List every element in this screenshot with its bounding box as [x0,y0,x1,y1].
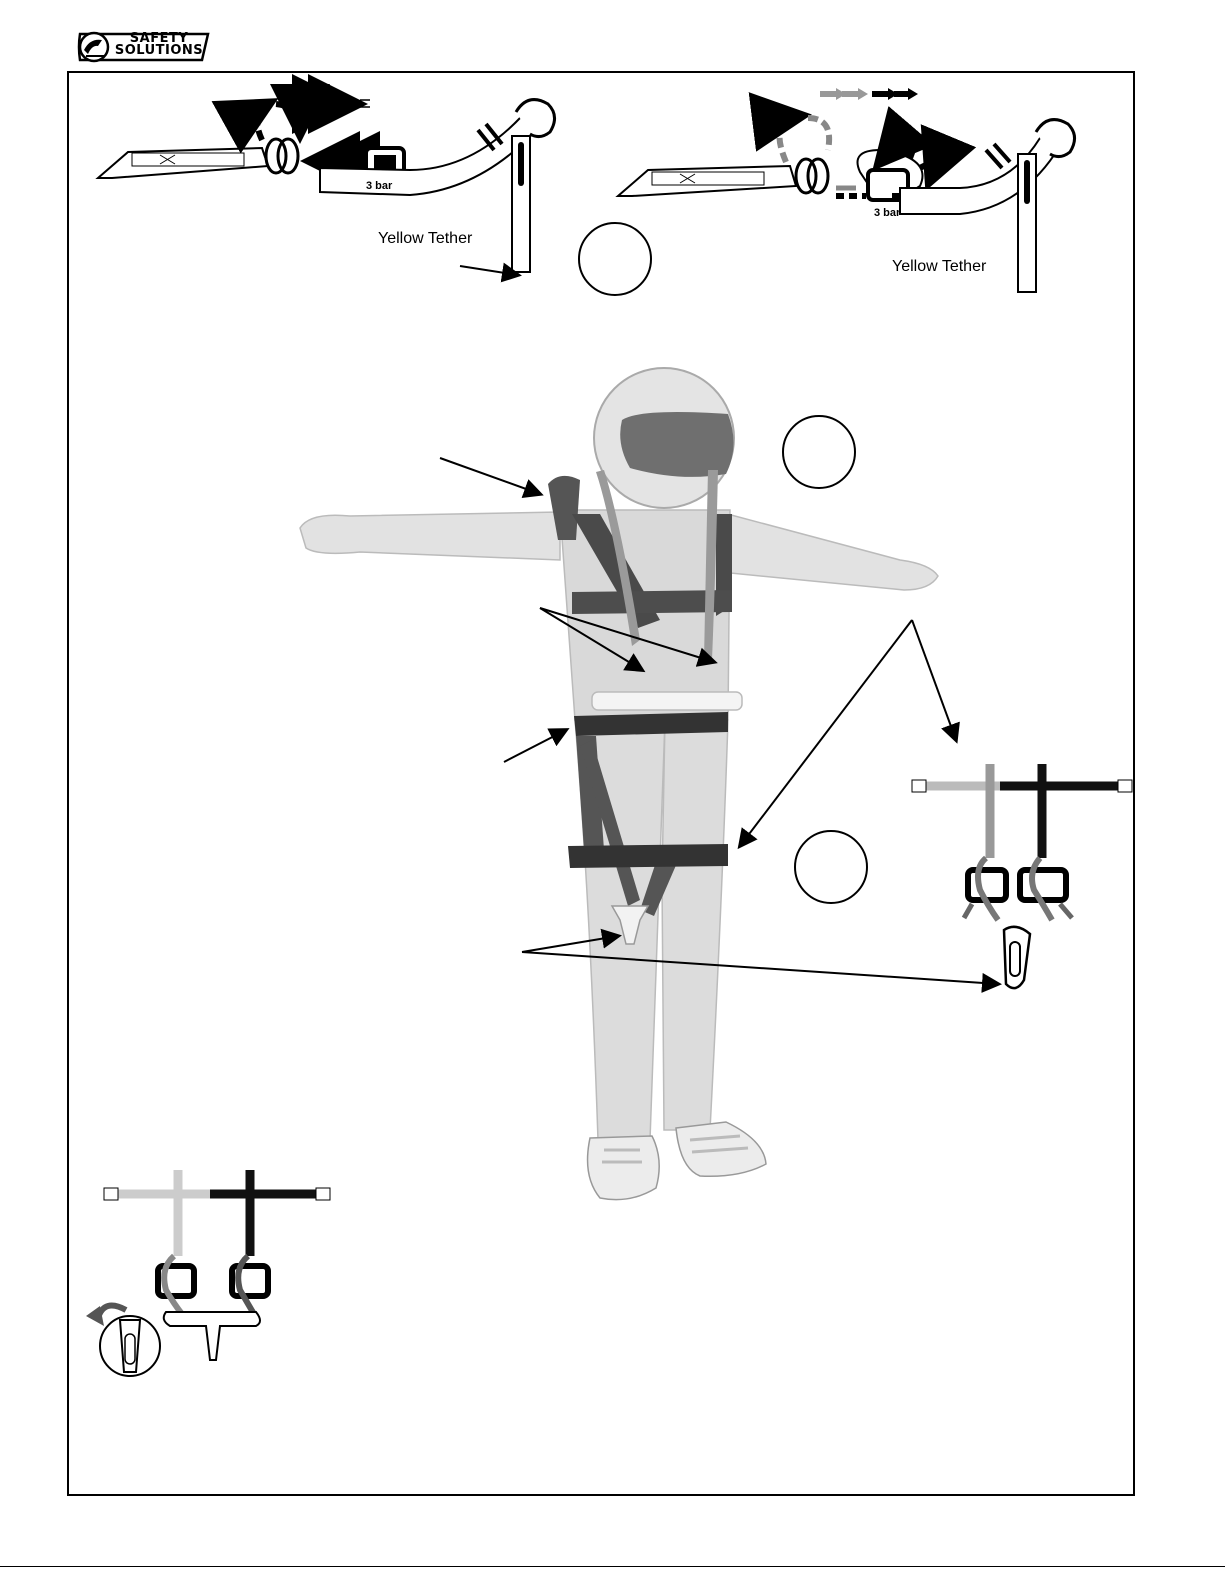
threading-diagram-right [618,88,1075,292]
step-circle-top [578,222,652,296]
threading-diagram-left [98,100,555,276]
yellow-tether-label-left: Yellow Tether [378,230,473,247]
step-circle-middle [782,415,856,489]
footer-rule [0,1566,1225,1567]
three-bar-label-right: 3 bar [874,207,901,219]
step-circle-lower [794,830,868,904]
logo-line-2: SOLUTIONS [114,43,204,58]
adjuster-detail-right [912,764,1132,988]
harness-figure [300,368,938,1200]
logo-line-1: SAFETY [129,31,189,46]
three-bar-label-left: 3 bar [366,180,393,192]
adjuster-detail-bottom-left [86,1170,330,1376]
yellow-tether-label-right: Yellow Tether [892,258,987,275]
